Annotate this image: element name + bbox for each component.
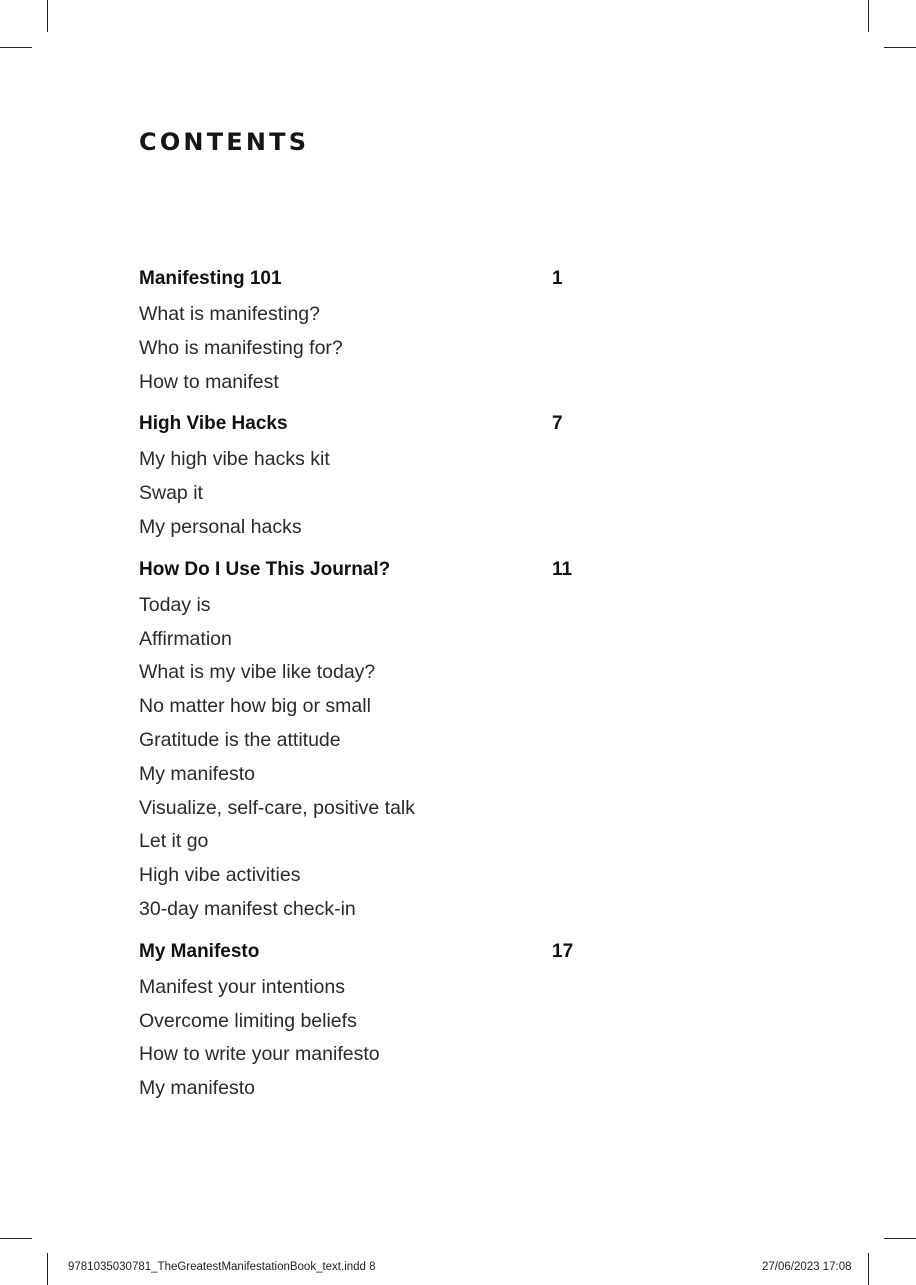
toc-entry: High vibe activities bbox=[139, 864, 301, 887]
toc-section-heading bbox=[139, 409, 599, 443]
section-title: My Manifesto bbox=[139, 940, 260, 962]
section-page-number: 1 bbox=[552, 268, 563, 289]
crop-mark-bottom-right-h bbox=[884, 1238, 916, 1239]
section-page-number: 17 bbox=[552, 940, 574, 962]
toc-entry: Visualize, self-care, positive talk bbox=[139, 796, 416, 819]
toc-entry: My personal hacks bbox=[139, 515, 302, 538]
toc-entry: Today is bbox=[139, 593, 211, 616]
crop-mark-top-left bbox=[47, 0, 48, 32]
crop-mark-top-left-h bbox=[0, 47, 32, 48]
crop-mark-bottom-left-h bbox=[0, 1238, 32, 1239]
toc-entry: My manifesto bbox=[139, 1077, 255, 1100]
toc-entry: 30-day manifest check-in bbox=[139, 897, 356, 920]
toc-entry: Manifest your intentions bbox=[139, 975, 345, 998]
section-title: Manifesting 101 bbox=[139, 268, 282, 289]
slug-file-info: 9781035030781_TheGreatestManifestationBook_text.indd 8 bbox=[68, 1261, 376, 1273]
section-page-number: 7 bbox=[552, 413, 563, 435]
toc-entry: Swap it bbox=[139, 482, 203, 505]
toc-entry: My high vibe hacks kit bbox=[139, 448, 330, 471]
toc-entry: What is my vibe like today? bbox=[139, 661, 376, 684]
toc-section bbox=[139, 264, 599, 399]
crop-mark-top-right bbox=[868, 0, 869, 32]
crop-mark-bottom-right bbox=[868, 1253, 869, 1285]
toc-section bbox=[139, 555, 599, 927]
toc-section bbox=[139, 937, 599, 1106]
toc-section-heading bbox=[139, 264, 599, 298]
crop-mark-bottom-left bbox=[47, 1253, 48, 1285]
section-title: High Vibe Hacks bbox=[139, 413, 288, 435]
toc-entry: My manifesto bbox=[139, 762, 255, 785]
section-title: How Do I Use This Journal? bbox=[139, 558, 391, 580]
section-page-number: 11 bbox=[552, 558, 573, 580]
toc-entry: Overcome limiting beliefs bbox=[139, 1009, 357, 1032]
crop-mark-top-right-h bbox=[884, 47, 916, 48]
toc-entry: How to manifest bbox=[139, 370, 279, 393]
slug-datetime: 27/06/2023 17:08 bbox=[762, 1261, 852, 1273]
page-title: CONTENTS bbox=[139, 128, 310, 156]
toc-entry: Let it go bbox=[139, 830, 209, 853]
toc-section-heading bbox=[139, 937, 599, 971]
toc-entry: Affirmation bbox=[139, 627, 232, 650]
toc-entry: No matter how big or small bbox=[139, 695, 371, 718]
table-of-contents bbox=[139, 264, 599, 1116]
toc-entry: Who is manifesting for? bbox=[139, 336, 343, 359]
toc-section-heading bbox=[139, 555, 599, 589]
toc-entry: What is manifesting? bbox=[139, 303, 320, 325]
toc-section bbox=[139, 409, 599, 544]
toc-entry: How to write your manifesto bbox=[139, 1043, 380, 1066]
toc-entry: Gratitude is the attitude bbox=[139, 728, 341, 751]
